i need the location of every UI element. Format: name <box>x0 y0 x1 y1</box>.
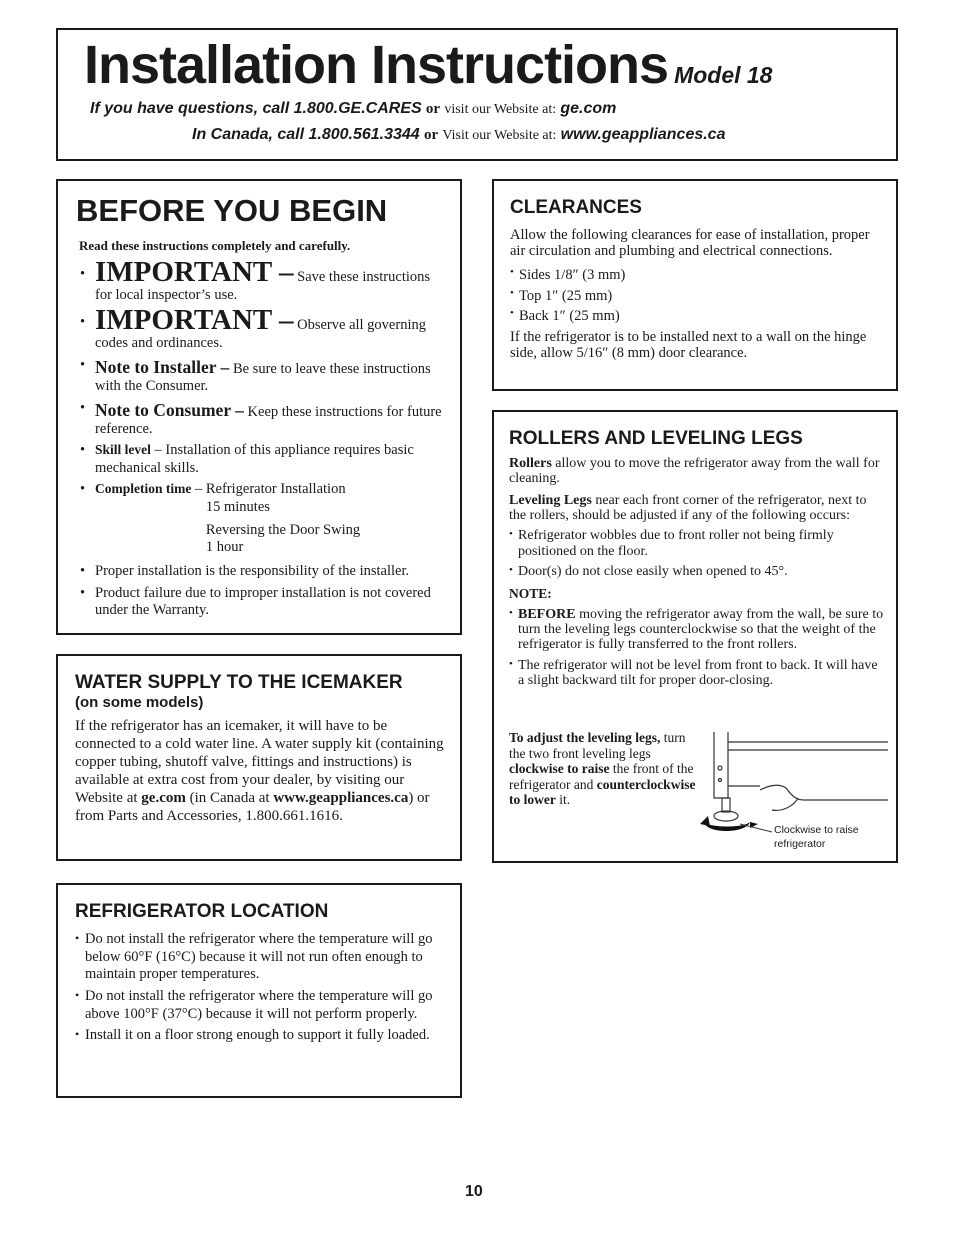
text-part: near each front corner of the refrigerator, next to the rollers, should be adjusted if any of the following occurs: <box>509 492 867 524</box>
adjust-label: To adjust the leveling legs, <box>509 730 661 745</box>
canada-contact-line <box>192 124 725 144</box>
item-text: Sides 1/8″ (3 mm) <box>519 267 626 284</box>
list-item: • IMPORTANT – Observe all governing codes and ordinances. <box>80 304 426 352</box>
rollers-leveling-section <box>492 410 898 863</box>
important-label: IMPORTANT – <box>95 256 294 288</box>
list-item: • The refrigerator will not be level from front to back. It will have a slight backward tilt for proper door-closing. <box>509 657 878 689</box>
item-text: Top 1″ (25 mm) <box>519 287 613 304</box>
legs-label: Leveling Legs <box>509 492 592 508</box>
legs-text <box>509 493 884 524</box>
skill-label: Skill level <box>95 442 151 458</box>
text-part: allow you to move the refrigerator away from the wall for cleaning. <box>509 455 880 487</box>
list-item: • Back 1″ (25 mm) <box>510 307 620 325</box>
title-text: Installation Instructions <box>84 35 669 95</box>
item-text: Refrigerator wobbles due to front roller not being firmly positioned on the floor. <box>518 528 834 559</box>
before-label: BEFORE <box>518 606 576 622</box>
section-heading: ROLLERS AND LEVELING LEGS <box>509 428 803 449</box>
model-label: Model 18 <box>674 62 773 88</box>
clearances-section <box>492 179 898 391</box>
section-heading: REFRIGERATOR LOCATION <box>75 901 329 922</box>
note-list <box>509 607 884 689</box>
clearances-intro: Allow the following clearances for ease of installation, proper air circulation and plumbing and electrical connections. <box>510 226 870 260</box>
clearances-note: If the refrigerator is to be installed next to a wall on the hinge side, allow 5/16″ (8 mm) door clearance. <box>510 329 867 362</box>
occurs-list <box>509 528 884 579</box>
intro-text: Read these instructions completely and carefully. <box>79 238 351 253</box>
section-heading: CLEARANCES <box>510 197 642 218</box>
list-item: • Note to Installer – Be sure to leave these instructions with the Consumer. <box>80 356 431 395</box>
leveling-leg-illustration <box>700 728 890 836</box>
water-supply-text <box>75 717 450 825</box>
or-text: or <box>425 101 441 117</box>
text-part: If the refrigerator has an icemaker, it will have to be connected to a cold water line. A water supply kit (containing copper tubing, shutoff valve, fittings and instructions) is available at extra cost from your dealer, by visiting our Website at <box>75 717 444 806</box>
item-text: Keep these instructions for future reference. <box>95 403 442 437</box>
item-text: Back 1″ (25 mm) <box>519 308 620 325</box>
item-text: Do not install the refrigerator where the temperature will go below 60°F (16°C) because it will not run often enough to maintain proper temperatures. <box>85 930 433 983</box>
item-text: – Installation of this appliance requires basic mechanical skills. <box>95 442 414 476</box>
text-part: the front of the refrigerator and <box>509 761 694 792</box>
adjust-instructions <box>509 730 699 808</box>
us-website-link[interactable]: ge.com <box>560 100 617 117</box>
item-text: moving the refrigerator away from the wall, be sure to turn the leveling legs counterclockwise so that the weight of the refrigerator is fully transferred to the front rollers. <box>518 606 884 653</box>
canada-phone: In Canada, call 1.800.561.3344 <box>192 126 420 143</box>
list-item: • Note to Consumer – Keep these instructions for future reference. <box>80 399 442 437</box>
item-text: Product failure due to improper installation is not covered under the Warranty. <box>95 585 431 619</box>
item-text: Save these instructions for local inspector’s use. <box>95 269 431 303</box>
section-subheading: (on some models) <box>75 693 204 711</box>
section-heading: WATER SUPPLY TO THE ICEMAKER <box>75 672 403 693</box>
text-part: (in Canada at <box>189 789 270 806</box>
list-item: • BEFORE moving the refrigerator away from the wall, be sure to turn the leveling legs counterclockwise so that the weight of the refrigerator is fully transferred to the front rollers. <box>509 606 884 653</box>
item-text: Observe all governing codes and ordinances. <box>95 317 426 352</box>
us-contact-line <box>90 98 616 118</box>
clearances-list <box>510 265 884 327</box>
item-text: Be sure to leave these instructions with the Consumer. <box>95 360 431 395</box>
task-time: 1 hour <box>205 539 244 556</box>
text-part: it. <box>559 792 571 808</box>
completion-label: Completion time <box>95 481 192 497</box>
location-list <box>75 931 448 1045</box>
text-part: turn the two front leveling legs <box>509 730 686 761</box>
item-text: Install it on a floor strong enough to support it fully loaded. <box>85 1027 430 1044</box>
caption-line: Clockwise to raise <box>774 824 859 836</box>
rollers-text <box>509 456 884 487</box>
water-supply-section <box>56 654 462 861</box>
clockwise-label: clockwise to raise <box>509 761 610 777</box>
visit-text: Visit our Website at: <box>442 128 557 143</box>
item-text: Do not install the refrigerator where the temperature will go above 100°F (37°C) because it will not perform properly. <box>85 987 433 1022</box>
text-part: ) or from Parts and Accessories, 1.800.661.1616. <box>75 789 430 824</box>
item-text: Door(s) do not close easily when opened to 45°. <box>518 564 788 580</box>
note-label: NOTE: <box>509 585 552 601</box>
task-time: 15 minutes <box>205 498 270 515</box>
list-item: • Completion time – Refrigerator Installation 15 minutes Reversing the Door Swing 1 hour <box>80 481 361 556</box>
or-text: or <box>423 127 439 143</box>
before-you-begin-section <box>56 179 462 635</box>
canada-website-link[interactable]: www.geappliances.ca <box>560 126 726 143</box>
section-heading: BEFORE YOU BEGIN <box>76 193 388 228</box>
website-link[interactable]: ge.com <box>141 789 186 806</box>
page-title <box>84 36 772 95</box>
caption-line: refrigerator <box>774 837 826 850</box>
illustration-caption <box>774 824 859 851</box>
list-item: • Sides 1/8″ (3 mm) <box>510 266 626 284</box>
refrigerator-location-section <box>56 883 462 1098</box>
task-name: Reversing the Door Swing <box>205 521 361 538</box>
item-text: Proper installation is the responsibility of the installer. <box>95 562 410 579</box>
rollers-label: Rollers <box>509 455 552 471</box>
dash: – <box>194 481 203 498</box>
canada-website-link[interactable]: www.geappliances.ca <box>273 789 409 806</box>
note-label: Note to Installer – <box>95 356 230 377</box>
list-item: • Door(s) do not close easily when opened to 45°. <box>509 564 788 580</box>
list-item: • Skill level – Installation of this appliance requires basic mechanical skills. <box>80 442 414 476</box>
important-label: IMPORTANT – <box>95 304 294 337</box>
list-item: • IMPORTANT – Save these instructions for local inspector’s use. <box>80 256 431 303</box>
list-item: • Install it on a floor strong enough to support it fully loaded. <box>75 1027 430 1044</box>
list-item: • Do not install the refrigerator where the temperature will go above 100°F (37°C) because it will not perform properly. <box>75 987 433 1022</box>
item-text: The refrigerator will not be level from front to back. It will have a slight backward tilt for proper door-closing. <box>518 657 878 689</box>
task-name: Refrigerator Installation <box>205 481 346 498</box>
counterclockwise-label: counterclockwise to lower <box>509 776 696 808</box>
note-label: Note to Consumer – <box>95 399 244 420</box>
before-you-begin-list <box>76 258 446 620</box>
list-item: • Refrigerator wobbles due to front roller not being firmly positioned on the floor. <box>509 528 834 559</box>
header-box <box>56 28 898 161</box>
us-phone: If you have questions, call 1.800.GE.CARES <box>90 100 422 117</box>
visit-text: visit our Website at: <box>444 102 557 117</box>
page-number: 10 <box>465 1183 483 1200</box>
list-item: • Top 1″ (25 mm) <box>510 286 613 304</box>
list-item: • Product failure due to improper installation is not covered under the Warranty. <box>80 585 431 619</box>
completion-times <box>206 481 360 557</box>
list-item: • Proper installation is the responsibility of the installer. <box>80 562 410 579</box>
list-item: • Do not install the refrigerator where the temperature will go below 60°F (16°C) because it will not run often enough to maintain proper temperatures. <box>75 930 433 983</box>
